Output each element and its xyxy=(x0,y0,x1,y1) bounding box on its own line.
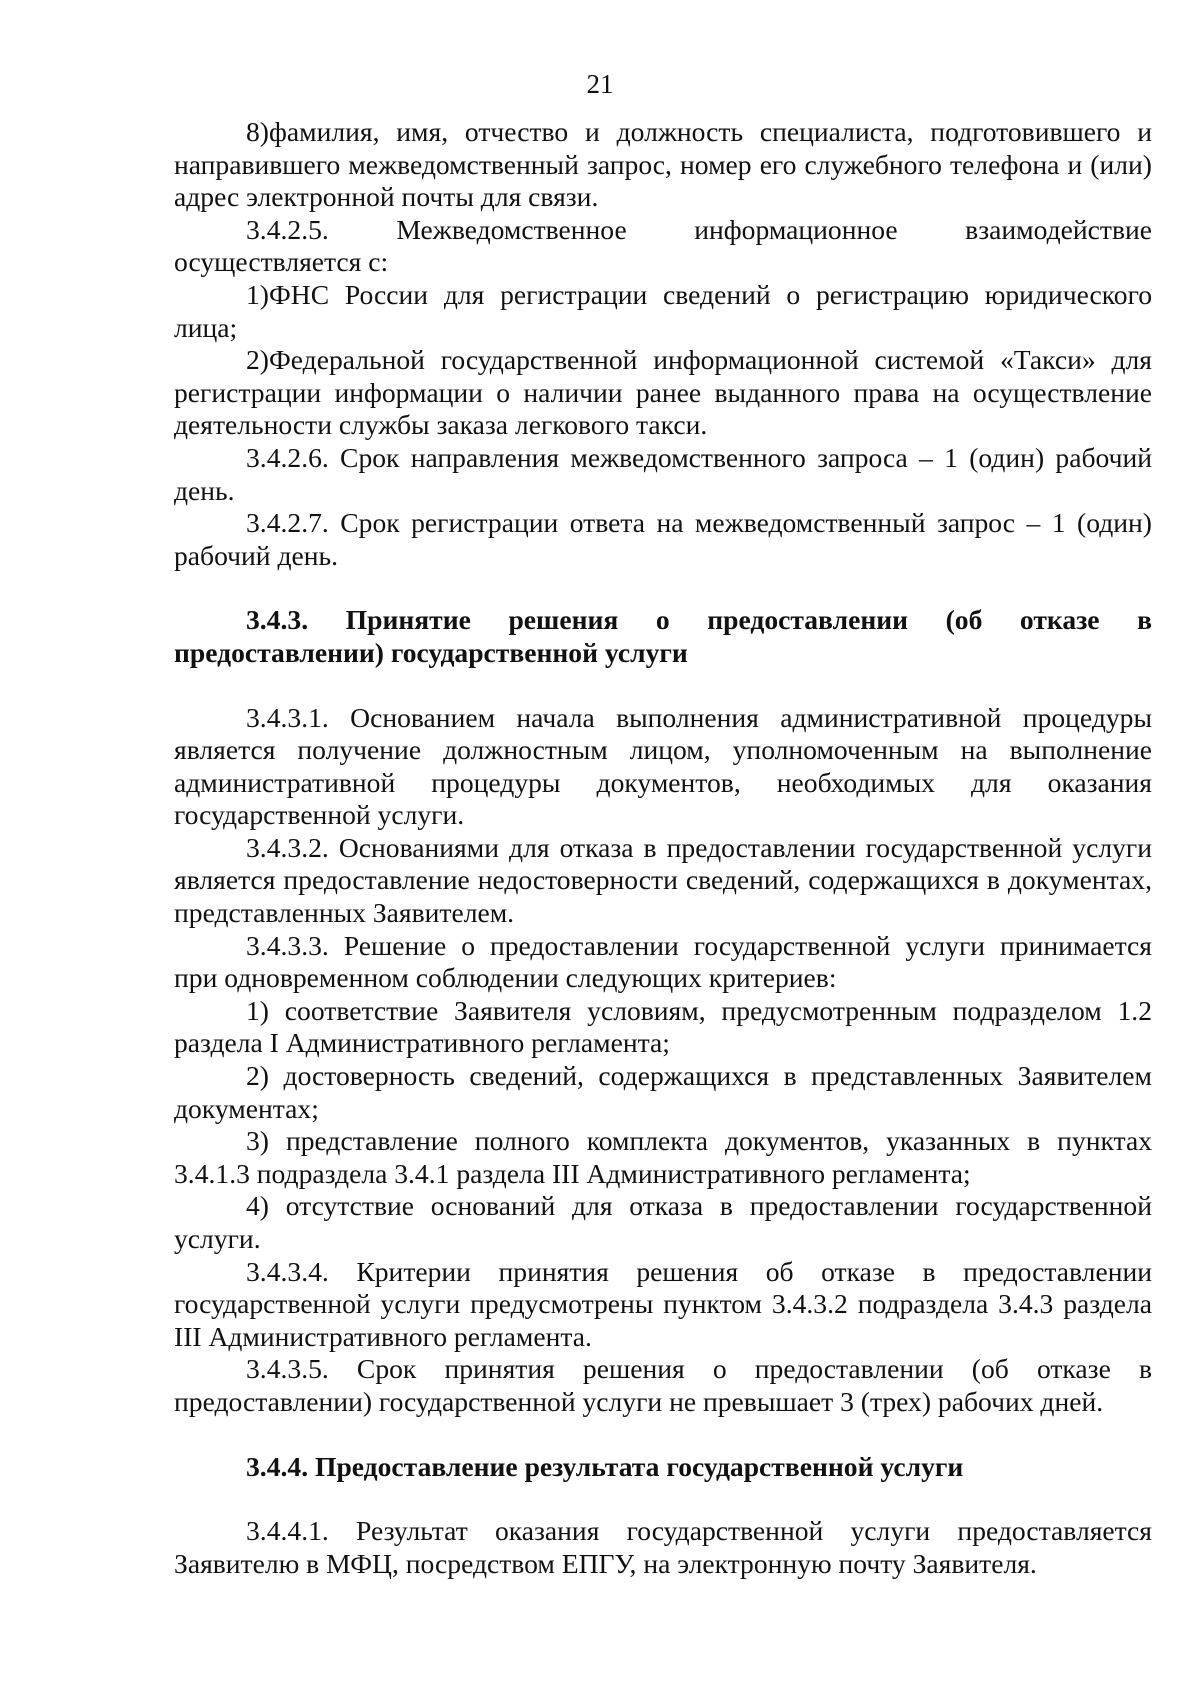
section-heading-3-4-4: 3.4.4. Предоставление результата государственной услуги xyxy=(246,1450,964,1482)
criterion-item-3: 3) представление полного комплекта документов, указанных в пунктах 3.4.1.3 подраздела 3.4.1 раздела III Административного регламента; xyxy=(174,1125,1152,1189)
list-item-fns: 1)ФНС России для регистрации сведений о регистрацию юридического лица; xyxy=(174,278,1152,343)
paragraph-3-4-3-4: 3.4.3.4. Критерии принятия решения об отказе в предоставлении государственной услуги предусмотрены пунктом 3.4.3.2 подраздела 3.4.3 раздела III Административного регламента. xyxy=(174,1255,1152,1352)
criterion-item-4: 4) отсутствие оснований для отказа в предоставлении государственной услуги. xyxy=(174,1190,1152,1254)
paragraph-3-4-3-2: 3.4.3.2. Основаниями для отказа в предоставлении государственной услуги является предоставление недостоверности сведений, содержащихся в документах, представленных Заявителем. xyxy=(174,831,1152,929)
paragraph-8-contact-details: 8)фамилия, имя, отчество и должность специалиста, подготовившего и направившего межведомственный запрос, номер его служебного телефона и (или) адрес электронной почты для связи. xyxy=(174,116,1152,213)
criterion-item-2: 2) достоверность сведений, содержащихся в представленных Заявителем документах; xyxy=(174,1060,1152,1124)
paragraph-3-4-2-6: 3.4.2.6. Срок направления межведомственного запроса – 1 (один) рабочий день. xyxy=(174,441,1152,506)
criterion-item-1: 1) соответствие Заявителя условиям, предусмотренным подразделом 1.2 раздела I Административного регламента; xyxy=(174,994,1152,1059)
list-item-taxi-system: 2)Федеральной государственной информационной системой «Такси» для регистрации информации о наличии ранее выданного права на осуществление деятельности службы заказа легкового такси. xyxy=(174,344,1152,441)
paragraph-3-4-2-7: 3.4.2.7. Срок регистрации ответа на межведомственный запрос – 1 (один) рабочий день. xyxy=(174,507,1152,571)
paragraph-3-4-2-5: 3.4.2.5. Межведомственное информационное взаимодействие осуществляется с: xyxy=(174,213,1152,278)
paragraph-3-4-3-3: 3.4.3.3. Решение о предоставлении государственной услуги принимается при одновременном соблюдении следующих критериев: xyxy=(174,929,1152,994)
page-number: 21 xyxy=(586,69,614,99)
paragraph-3-4-3-5: 3.4.3.5. Срок принятия решения о предоставлении (об отказе в предоставлении) государственной услуги не превышает 3 (трех) рабочих дней. xyxy=(174,1353,1152,1417)
section-heading-3-4-3: 3.4.3. Принятие решения о предоставлении (об отказе в предоставлении) государственной услуги xyxy=(174,604,1152,668)
paragraph-3-4-3-1: 3.4.3.1. Основанием начала выполнения административной процедуры является получение должностным лицом, уполномоченным на выполнение административной процедуры документов, необходимых для оказания государственной услуги. xyxy=(174,701,1152,831)
document-body xyxy=(174,116,1152,1580)
paragraph-3-4-4-1: 3.4.4.1. Результат оказания государственной услуги предоставляется Заявителю в МФЦ, посредством ЕПГУ, на электронную почту Заявителя. xyxy=(174,1515,1152,1579)
